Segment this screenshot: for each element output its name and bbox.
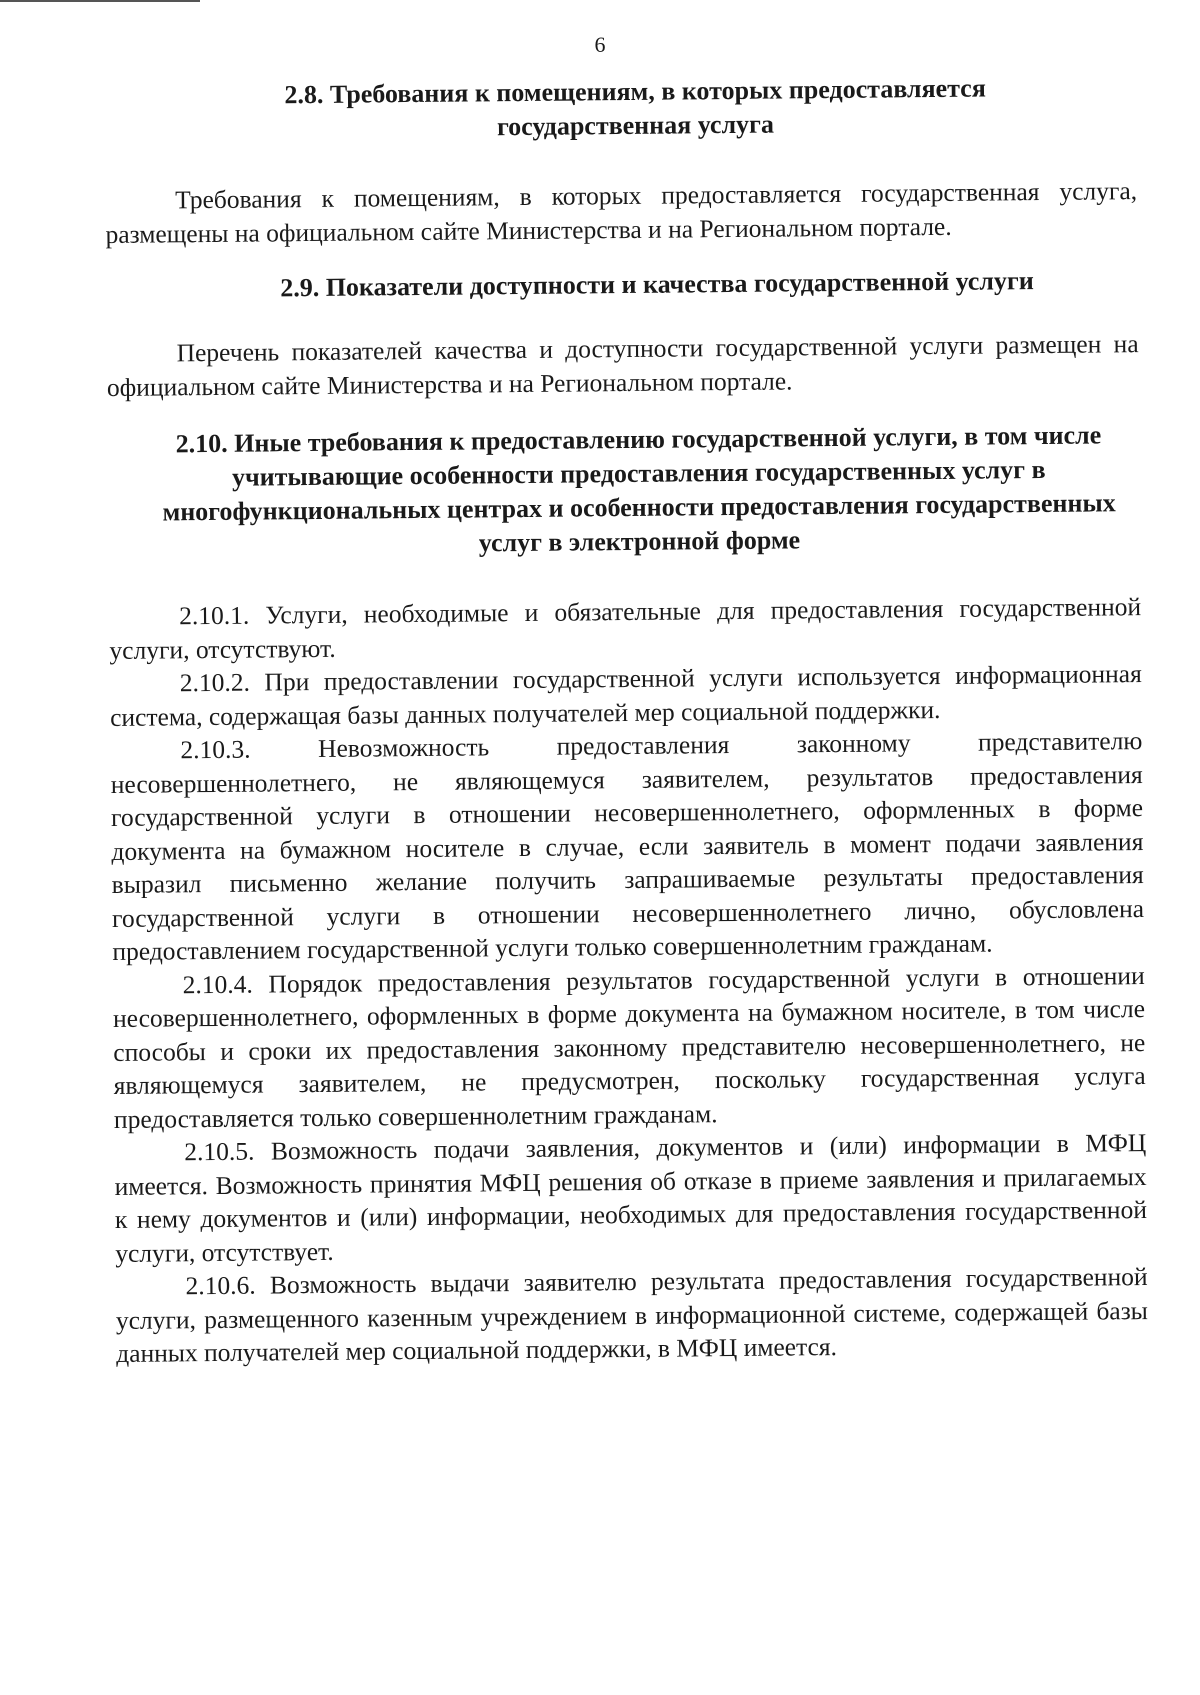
- scan-edge-rule: [0, 0, 200, 2]
- clause-2-10-4: 2.10.4. Порядок предоставления результатов государственной услуги в отношении несовершеннолетнего, оформленных в форме документа на бумажном носителе, в том числе способы и сроки их предоставления законному представителю несовершеннолетнего, не являющемуся заявителем, не предусмотрен, поскольку государственная услуга предоставляется только совершеннолетним гражданам.: [112, 960, 1146, 1134]
- document-body: [104, 70, 1148, 1370]
- page-number: 6: [594, 32, 606, 57]
- clause-2-10-5: 2.10.5. Возможность подачи заявления, документов и (или) информации в МФЦ имеется. Возможность принятия МФЦ решения об отказе в приеме заявления и прилагаемых к нему документов и (или) информации, необходимых для предоставления государственной услуги, отсутствует.: [114, 1128, 1148, 1268]
- clause-2-10-2: 2.10.2. При предоставлении государственной услуги используется информационная система, содержащая базы данных получателей мер социальной поддержки.: [109, 659, 1142, 732]
- clause-2-10-1: 2.10.1. Услуги, необходимые и обязательные для предоставления государственной услуги, отсутствуют.: [109, 592, 1142, 665]
- clause-2-10-6: 2.10.6. Возможность выдачи заявителю результата предоставления государственной услуги, размещенного казенным учреждением в информационной системе, содержащей базы данных получателей мер социальной поддержки, в МФЦ имеется.: [115, 1262, 1148, 1368]
- section-2-8-heading: 2.8. Требования к помещениям, в которых предоставляется государственная услуга: [284, 73, 986, 142]
- section-2-9-paragraph: Перечень показателей качества и доступности государственной услуги размещен на официальном сайте Министерства и на Региональном портале.: [106, 329, 1139, 402]
- section-2-10-heading: 2.10. Иные требования к предоставлению государственной услуги, в том числе учитывающие особенности предоставления государственных услуг в многофункциональных центрах и особенности предоставления государственных услуг в электронной форме: [162, 420, 1116, 558]
- clause-2-10-3: 2.10.3. Невозможность предоставления законному представителю несовершеннолетнего, не являющемуся заявителем, результатов предоставления государственной услуги в отношении несовершеннолетнего, оформленных в форме документа на бумажном носителе в случае, если заявитель в момент подачи заявления выразил письменно желание получить запрашиваемые результаты предоставления государственной услуги в отношении несовершеннолетнего лично, обусловлена предоставлением государственной услуги только совершеннолетним гражданам.: [110, 726, 1145, 966]
- section-2-9-heading: 2.9. Показатели доступности и качества государственной услуги: [280, 266, 1034, 303]
- section-2-8-paragraph: Требования к помещениям, в которых предоставляется государственная услуга, размещены на официальном сайте Министерства и на Региональном портале.: [105, 176, 1138, 249]
